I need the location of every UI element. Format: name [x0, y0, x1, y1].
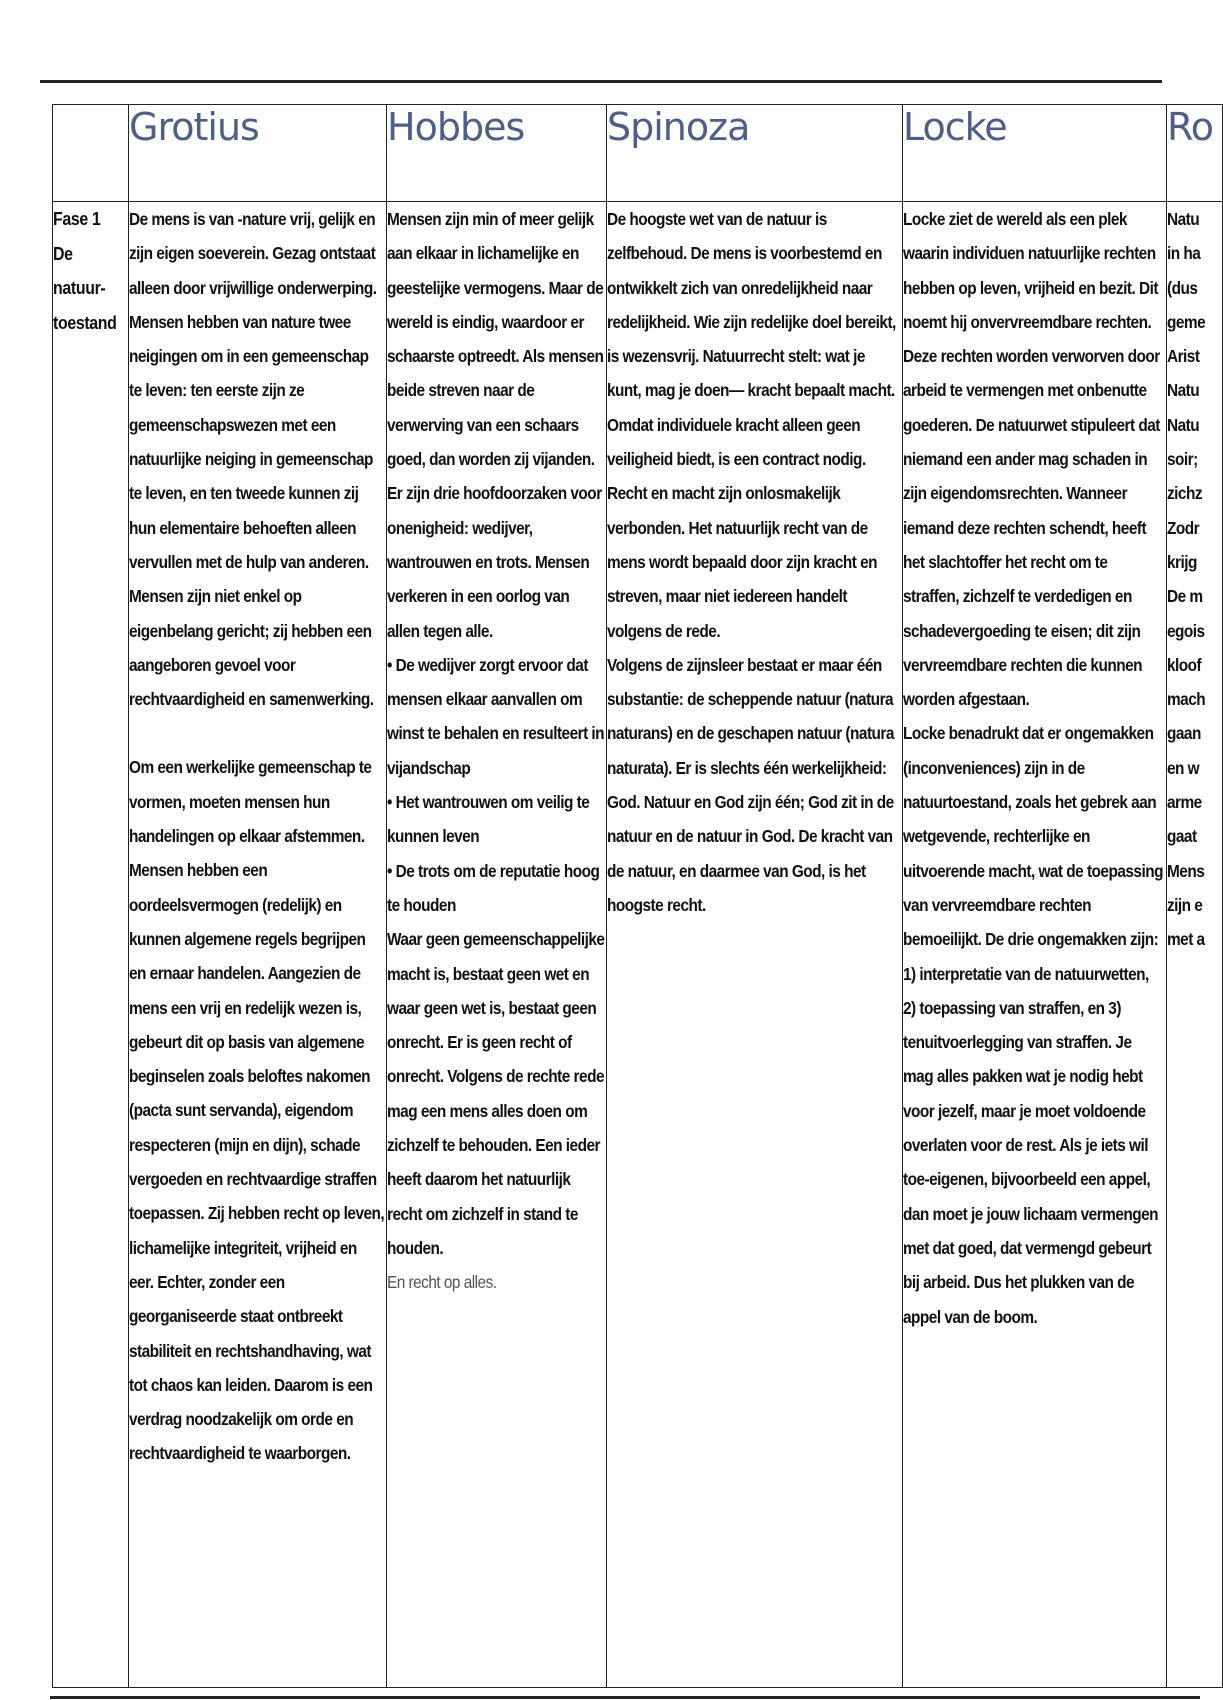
- cell-locke: [903, 202, 1167, 1688]
- hobbes-bullet-2: • Het wantrouwen om veilig te kunnen leven: [387, 792, 590, 847]
- rousseau-fragment-line: Natu: [1167, 414, 1200, 435]
- header-rousseau-partial: Ro: [1167, 105, 1223, 202]
- rousseau-fragment-line: Natu: [1167, 380, 1200, 401]
- rousseau-fragment-line: zichz: [1167, 483, 1203, 504]
- bottom-rule: [50, 1696, 1200, 1699]
- header-spinoza: Spinoza: [607, 105, 903, 202]
- row-label-line3: natuur-: [53, 277, 106, 298]
- top-rule: [40, 80, 1162, 83]
- row-label: [53, 202, 129, 1688]
- corner-cell: [53, 105, 129, 202]
- header-locke: Locke: [903, 105, 1167, 202]
- rousseau-fragment-line: met a: [1167, 929, 1205, 950]
- cell-spinoza: [607, 202, 903, 1688]
- rousseau-fragment-line: kloof: [1167, 654, 1202, 675]
- spinoza-paragraph-2: Volgens de zijnsleer bestaat er maar één substantie: de scheppende natuur (natura naturans) en de geschapen natuur (natura naturata). Er is slechts één werkelijkheid: God. Natuur en God zijn één; God zit in de natuur en de natuur in God. De kracht van de natuur, en daarmee van God, is het hoogste recht.: [607, 654, 894, 915]
- locke-paragraph-1: Locke ziet de wereld als een plek waarin individuen natuurlijke rechten hebben op leven, vrijheid en bezit. Dit noemt hij onvervreemdbare rechten. Deze rechten worden verworven door arbeid te vermengen met onbenutte goederen. De natuurwet stipuleert dat niemand een ander mag schaden in zijn eigendomsrechten. Wanneer iemand deze rechten schendt, heeft het slachtoffer het recht om te straffen, zichzelf te verdedigen en schadevergoeding te eisen; dit zijn vervreemdbare rechten die kunnen worden afgestaan.: [903, 209, 1160, 710]
- rousseau-fragment-line: De m: [1167, 586, 1203, 607]
- grotius-paragraph-2: Om een werkelijke gemeenschap te vormen, moeten mensen hun handelingen op elkaar afstemmen. Mensen hebben een oordeelsvermogen (redelijk) en kunnen algemene regels begrijpen en ernaar handelen. Aangezien de mens een vrij en redelijk wezen is, gebeurt dit op basis van algemene beginselen zoals beloftes nakomen (pacta sunt servanda), eigendom respecteren (mijn en dijn), schade vergoeden en rechtvaardige straffen toepassen. Zij hebben recht op leven, lichamelijke integriteit, vrijheid en eer. Echter, zonder een georganiseerde staat ontbreekt stabiliteit en rechtshandhaving, wat tot chaos kan leiden. Daarom is een verdrag noodzakelijk om orde en rechtvaardigheid te waarborgen.: [129, 757, 385, 1464]
- row-natuurtoestand: [53, 202, 1223, 1688]
- grotius-paragraph-1: De mens is van -nature vrij, gelijk en zijn eigen soeverein. Gezag ontstaat alleen door vrijwillige onderwerping. Mensen hebben van nature twee neigingen om in een gemeenschap te leven: ten eerste zijn ze gemeenschapswezen met een natuurlijke neiging in gemeenschap te leven, en ten tweede kunnen zij hun elementaire behoeften alleen vervullen met de hulp van anderen. Mensen zijn niet enkel op eigenbelang gericht; zij hebben een aangeboren gevoel voor rechtvaardigheid en samenwerking.: [129, 209, 377, 710]
- rousseau-fragment-line: gaan: [1167, 723, 1201, 744]
- rousseau-fragment-line: krijg: [1167, 551, 1197, 572]
- cell-hobbes: [387, 202, 607, 1688]
- header-grotius: Grotius: [129, 105, 387, 202]
- comparison-table: [52, 104, 1223, 1688]
- rousseau-fragment-line: mach: [1167, 689, 1206, 710]
- header-row: [53, 105, 1223, 202]
- hobbes-paragraph-2: Waar geen gemeenschappelijke macht is, bestaat geen wet en waar geen wet is, bestaat geen onrecht. Er is geen recht of onrecht. Volgens de rechte rede mag een mens alles doen om zichzelf te behouden. Een ieder heeft daarom het natuurlijk recht om zichzelf in stand te houden.: [387, 929, 605, 1258]
- rousseau-fragment-line: soir;: [1167, 449, 1198, 470]
- hobbes-bullet-3: • De trots om de reputatie hoog te houden: [387, 860, 600, 915]
- header-hobbes: Hobbes: [387, 105, 607, 202]
- rousseau-fragment-line: gaat: [1167, 826, 1197, 847]
- rousseau-fragment-line: Arist: [1167, 346, 1200, 367]
- hobbes-paragraph-1: Mensen zijn min of meer gelijk aan elkaar in lichamelijke en geestelijke vermogens. Maar de wereld is eindig, waardoor er schaarste optreedt. Als mensen beide streven naar de verwerving van een schaars goed, dan worden zij vijanden. Er zijn drie hoofdoorzaken voor onenigheid: wedijver, wantrouwen en trots. Mensen verkeren in een oorlog van allen tegen alle.: [387, 209, 604, 641]
- rousseau-fragment-line: zijn e: [1167, 894, 1203, 915]
- rousseau-fragment-line: Natu: [1167, 209, 1200, 229]
- rousseau-fragment-line: (dus: [1167, 277, 1198, 298]
- row-label-line4: toestand: [53, 311, 117, 333]
- rousseau-fragment-line: Mens: [1167, 860, 1205, 881]
- row-label-line2: De: [53, 242, 73, 264]
- rousseau-fragment-line: egois: [1167, 620, 1205, 641]
- rousseau-fragment-line: en w: [1167, 757, 1200, 778]
- cell-rousseau-partial: [1167, 202, 1223, 1688]
- rousseau-fragment-line: geme: [1167, 311, 1206, 332]
- rousseau-fragment-line: Zodr: [1167, 517, 1200, 538]
- row-label-line1: Fase 1: [53, 208, 101, 229]
- rousseau-fragment-line: arme: [1167, 792, 1202, 813]
- rousseau-fragment-line: in ha: [1167, 243, 1201, 264]
- hobbes-bullet-1: • De wedijver zorgt ervoor dat mensen elkaar aanvallen om winst te behalen en resulteert in vijandschap: [387, 654, 605, 778]
- rousseau-fragment-lines: [1167, 202, 1222, 957]
- cell-grotius: [129, 202, 387, 1688]
- spinoza-paragraph-1: De hoogste wet van de natuur is zelfbehoud. De mens is voorbestemd en ontwikkelt zich van onredelijkheid naar redelijkheid. Wie zijn redelijke doel bereikt, is wezensvrij. Natuurrecht stelt: wat je kunt, mag je doen— kracht bepaalt macht. Omdat individuele kracht alleen geen veiligheid biedt, is een contract nodig. Recht en macht zijn onlosmakelijk verbonden. Het natuurlijk recht van de mens wordt bepaald door zijn kracht en streven, maar niet iedereen handelt volgens de rede.: [607, 209, 896, 641]
- hobbes-tail: En recht op alles.: [387, 1272, 497, 1293]
- locke-paragraph-2: Locke benadrukt dat er ongemakken (inconveniences) zijn in de natuurtoestand, zoals het gebrek aan wetgevende, rechterlijke en uitvoerende macht, wat de toepassing van vervreemdbare rechten bemoeilijkt. De drie ongemakken zijn: 1) interpretatie van de natuurwetten, 2) toepassing van straffen, en 3) tenuitvoerlegging van straffen. Je mag alles pakken wat je nodig hebt voor jezelf, maar je moet voldoende overlaten voor de rest. Als je iets wil toe-eigenen, bijvoorbeeld een appel, dan moet je jouw lichaam vermengen met dat goed, dat vermengd gebeurt bij arbeid. Dus het plukken van de appel van de boom.: [903, 723, 1163, 1327]
